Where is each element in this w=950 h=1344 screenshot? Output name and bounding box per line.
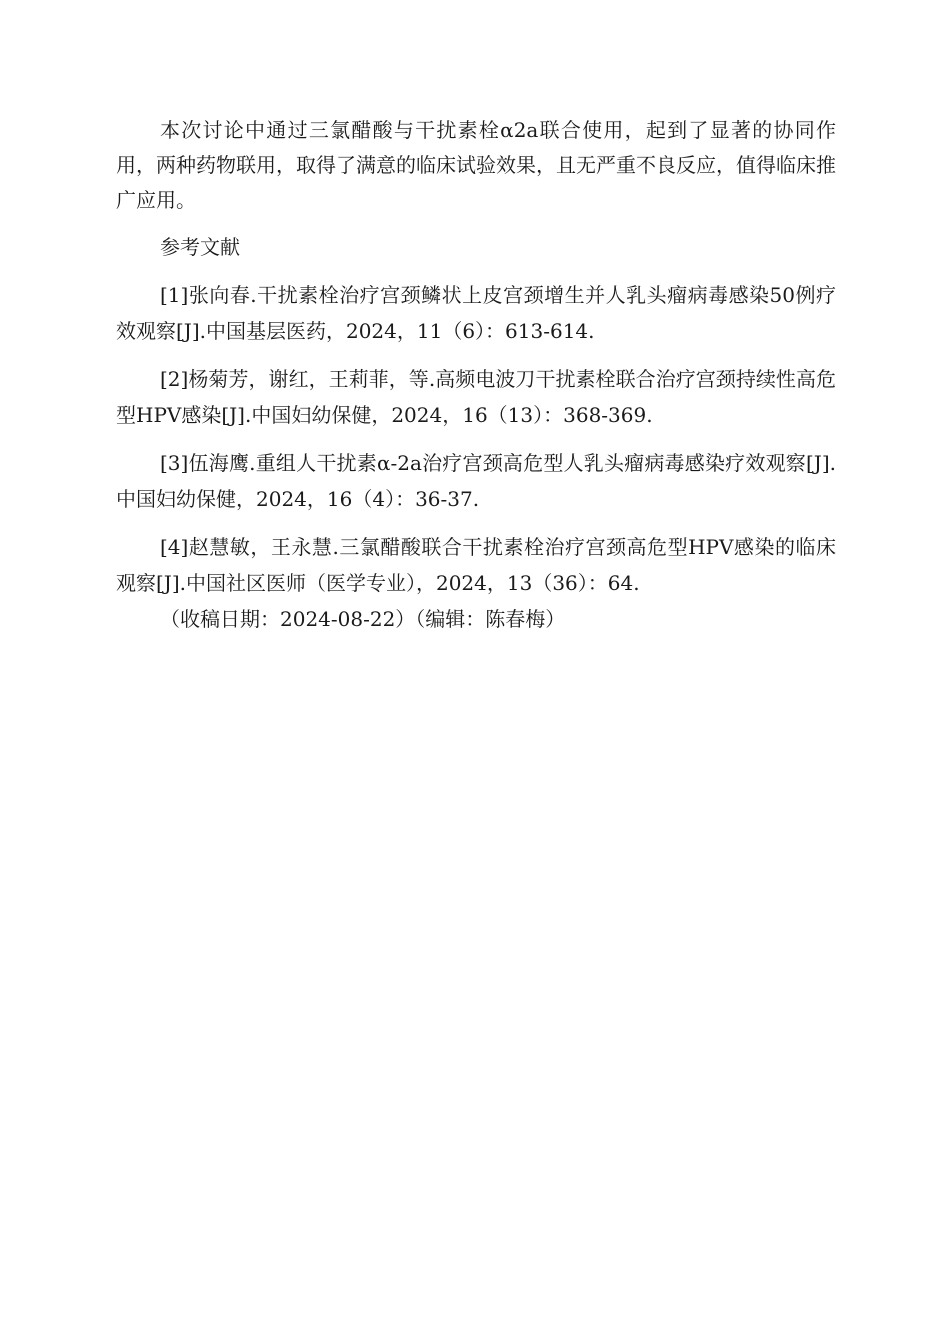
reference-item-4: [4]赵慧敏，王永慧.三氯醋酸联合干扰素栓治疗宫颈高危型HPV感染的临床观察[J].中国社区医师（医学专业），2024，13（36）：64. xyxy=(116,535,836,595)
received-date-editor-note: （收稿日期：2024-08-22）（编辑：陈春梅） xyxy=(160,607,566,631)
document-content xyxy=(116,113,836,637)
references-heading: 参考文献 xyxy=(160,235,240,259)
reference-item-3: [3]伍海鹰.重组人干扰素α-2a治疗宫颈高危型人乳头瘤病毒感染疗效观察[J].中国妇幼保健，2024，16（4）：36-37. xyxy=(116,451,836,511)
reference-item-1: [1]张向春.干扰素栓治疗宫颈鳞状上皮宫颈增生并人乳头瘤病毒感染50例疗效观察[J].中国基层医药，2024，11（6）：613-614. xyxy=(116,283,836,343)
reference-item-2: [2]杨菊芳，谢红，王莉菲，等.高频电波刀干扰素栓联合治疗宫颈持续性高危型HPV感染[J].中国妇幼保健，2024，16（13）：368-369. xyxy=(116,367,836,427)
conclusion-paragraph: 本次讨论中通过三氯醋酸与干扰素栓α2a联合使用，起到了显著的协同作用，两种药物联用，取得了满意的临床试验效果，且无严重不良反应，值得临床推广应用。 xyxy=(116,118,836,212)
